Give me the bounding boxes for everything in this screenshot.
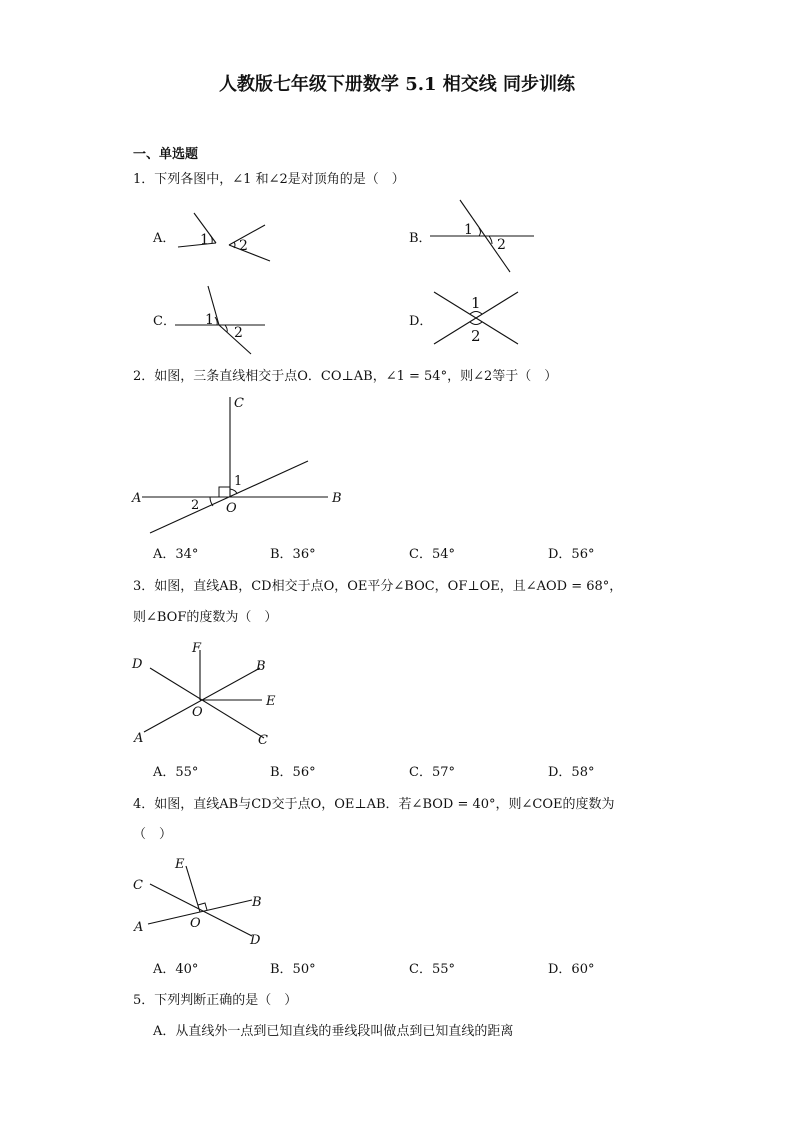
page-title: 人教版七年级下册数学 5.1 相交线 同步训练 xyxy=(218,74,576,95)
q2-label-b: B xyxy=(332,491,342,506)
q1b-label-1: 1 xyxy=(464,222,473,238)
q3-option-b[interactable]: B．56° xyxy=(270,765,316,780)
q4-stem-line2: （ ） xyxy=(133,827,173,842)
q4-label-o: O xyxy=(190,916,201,931)
section-heading: 一、单选题 xyxy=(133,147,199,162)
q2-option-b[interactable]: B．36° xyxy=(270,547,316,562)
q2-right-angle-mark xyxy=(219,487,230,497)
q2-label-c: C xyxy=(234,396,244,411)
q3-stem-line2: 则∠BOF的度数为（ ） xyxy=(133,610,278,625)
q5-stem: 5．下列判断正确的是（ ） xyxy=(133,993,298,1008)
q1-figure-d xyxy=(430,288,525,352)
q4-label-c: C xyxy=(133,878,143,893)
q1a-label-1: 1 xyxy=(200,232,209,248)
q2-figure xyxy=(128,393,353,538)
q3-option-a[interactable]: A．55° xyxy=(153,765,199,780)
q3-figure xyxy=(128,638,288,750)
q1a-line-4 xyxy=(229,245,270,261)
q4-line-cd xyxy=(150,884,252,936)
q1-stem: 1．下列各图中，∠1 和∠2是对顶角的是（ ） xyxy=(133,172,405,187)
q1a-line-2 xyxy=(178,243,216,247)
q2-stem: 2．如图，三条直线相交于点O．CO⊥AB，∠1 = 54°，则∠2等于（ ） xyxy=(133,369,558,384)
q3-label-f: F xyxy=(192,641,202,656)
q1a-label-2: 2 xyxy=(239,238,248,254)
q3-option-d[interactable]: D．58° xyxy=(548,765,595,780)
q1-figure-c xyxy=(175,284,270,358)
q1-figure-a xyxy=(170,205,280,265)
q4-line-oe xyxy=(186,866,200,912)
q5-option-a[interactable]: A．从直线外一点到已知直线的垂线段叫做点到已知直线的距离 xyxy=(153,1024,514,1039)
q4-label-b: B xyxy=(252,895,262,910)
q2-label-a: A xyxy=(132,491,142,506)
q4-stem-line1: 4．如图，直线AB与CD交于点O，OE⊥AB．若∠BOD = 40°，则∠COE的度数为 xyxy=(133,797,615,812)
q1c-label-2: 2 xyxy=(234,325,243,341)
q4-label-a: A xyxy=(134,920,144,935)
q3-label-b: B xyxy=(256,659,266,674)
q4-option-b[interactable]: B．50° xyxy=(270,962,316,977)
q4-figure xyxy=(128,852,278,952)
q2-option-a[interactable]: A．34° xyxy=(153,547,199,562)
q4-option-d[interactable]: D．60° xyxy=(548,962,595,977)
q1-option-b-label[interactable]: B． xyxy=(409,231,432,246)
q1c-label-1: 1 xyxy=(205,312,214,328)
q1-option-c-label[interactable]: C． xyxy=(153,314,176,329)
q2-option-c[interactable]: C．54° xyxy=(409,547,455,562)
q1a-arc-2 xyxy=(234,242,235,248)
q1b-label-2: 2 xyxy=(497,237,506,253)
q1d-label-2: 2 xyxy=(471,327,481,345)
q3-label-a: A xyxy=(134,731,144,746)
q3-label-o: O xyxy=(192,705,203,720)
q1b-arc-1 xyxy=(479,228,481,236)
q3-label-d: D xyxy=(132,657,143,672)
q4-option-a[interactable]: A．40° xyxy=(153,962,199,977)
q2-label-2: 2 xyxy=(191,498,200,513)
q4-option-c[interactable]: C．55° xyxy=(409,962,455,977)
q1-figure-b xyxy=(430,198,540,276)
q2-option-d[interactable]: D．56° xyxy=(548,547,595,562)
q4-label-d: D xyxy=(250,933,261,948)
q3-option-c[interactable]: C．57° xyxy=(409,765,455,780)
q3-label-e: E xyxy=(266,694,276,709)
q3-line-dc xyxy=(150,668,264,738)
q1d-arc-2 xyxy=(470,322,482,325)
q2-label-o: O xyxy=(226,501,237,516)
q1-option-d-label[interactable]: D． xyxy=(409,314,433,329)
q2-label-1: 1 xyxy=(234,474,243,489)
q3-stem-line1: 3．如图，直线AB，CD相交于点O，OE平分∠BOC，OF⊥OE，且∠AOD = 68°， xyxy=(133,579,623,594)
q3-label-c: C xyxy=(258,733,268,748)
q4-label-e: E xyxy=(175,857,185,872)
q1d-label-1: 1 xyxy=(471,294,481,312)
q1-option-a-label[interactable]: A． xyxy=(153,231,176,246)
